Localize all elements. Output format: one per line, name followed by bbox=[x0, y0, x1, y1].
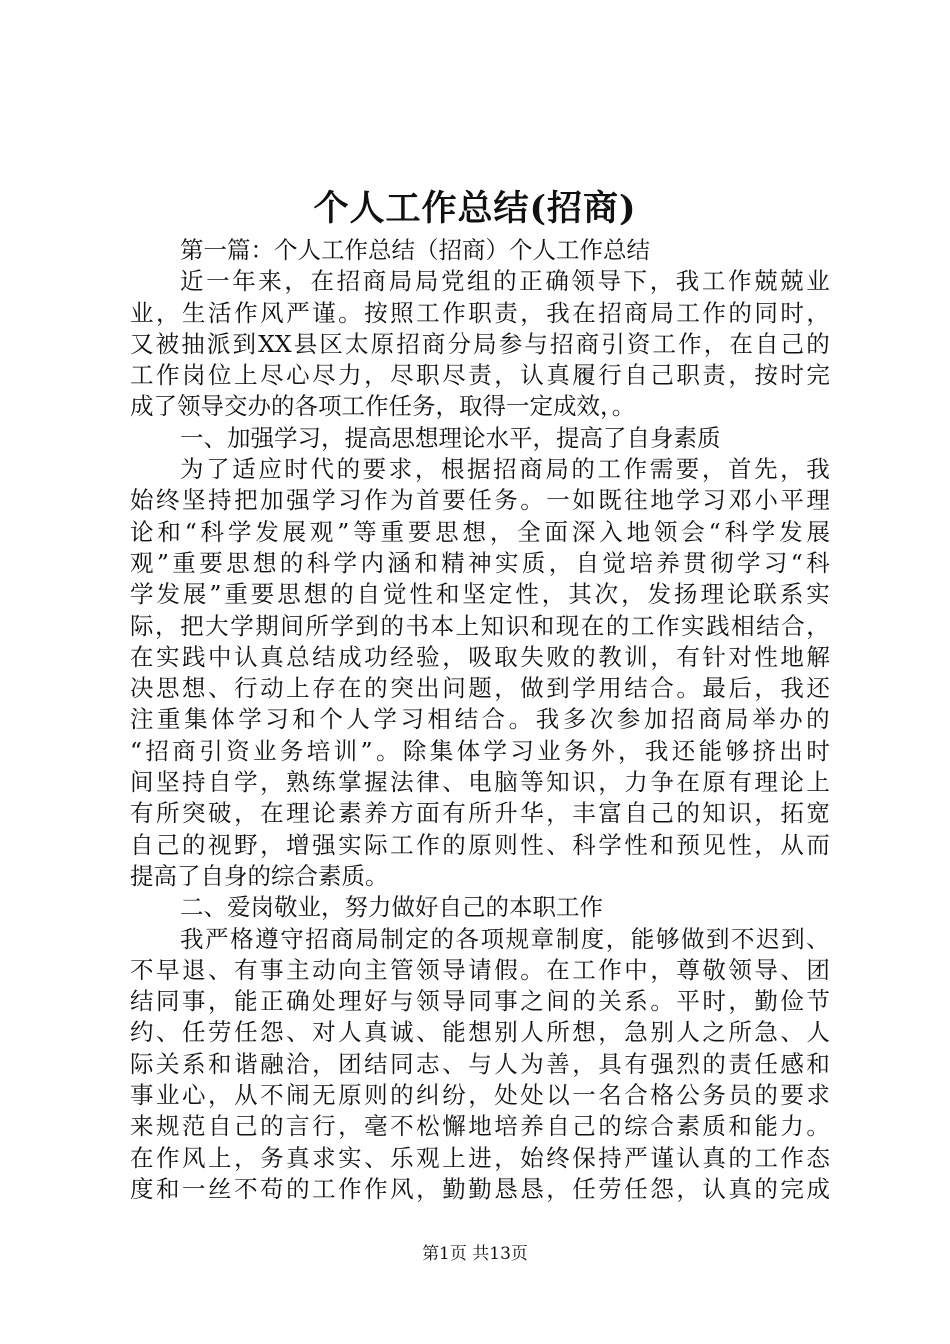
page-footer: 第1页 共13页 bbox=[422, 1244, 528, 1264]
text-line: 始 终 坚 持 把 加 强 学 习 作 为 首 要 任 务 。 一 如 既 往 地 学 习 邓 小 平 理 bbox=[130, 486, 830, 515]
text-line: 在 作 风 上 ， 务 真 求 实 、 乐 观 上 进 ， 始 终 保 持 严 谨 认 真 的 工 作 态 bbox=[130, 1143, 830, 1172]
text-line: 业 ， 生 活 作 风 严 谨 。 按 照 工 作 职 责 ， 我 在 招 商 局 工 作 的 同 时 ， bbox=[130, 298, 830, 327]
text-line: 注 重 集 体 学 习 和 个 人 学 习 相 结 合 。 我 多 次 参 加 招 商 局 举 办 的 bbox=[130, 705, 830, 734]
document-title: 个人工作总结(招商) bbox=[313, 188, 637, 229]
text-line: 论 和 “ 科 学 发 展 观 ” 等 重 要 思 想 ， 全 面 深 入 地 领 会 “ 科 学 发 展 bbox=[130, 517, 830, 546]
text-line: 自 己 的 视 野 ， 增 强 实 际 工 作 的 原 则 性 、 科 学 性 和 预 见 性 ， 从 而 bbox=[130, 830, 830, 859]
text-line: 二、爱岗敬业，努力做好自己的本职工作 bbox=[180, 893, 603, 922]
text-line: 间 坚 持 自 学 ， 熟 练 掌 握 法 律 、 电 脑 等 知 识 ， 力 争 在 原 有 理 论 上 bbox=[130, 768, 830, 797]
text-line: 工 作 岗 位 上 尽 心 尽 力 ， 尽 职 尽 责 ， 认 真 履 行 自 己 职 责 ， 按 时 完 bbox=[130, 361, 830, 390]
text-line: 际 ， 把 大 学 期 间 所 学 到 的 书 本 上 知 识 和 现 在 的 工 作 实 践 相 结 合 ， bbox=[130, 611, 830, 640]
text-line: 约 、 任 劳 任 怨 、 对 人 真 诚 、 能 想 别 人 所 想 ， 急 别 人 之 所 急 、 人 bbox=[130, 1018, 830, 1047]
text-line: 第一篇：个人工作总结（招商）个人工作总结 bbox=[180, 236, 650, 264]
text-line: 事 业 心 ， 从 不 闹 无 原 则 的 纠 纷 ， 处 处 以 一 名 合 格 公 务 员 的 要 求 bbox=[130, 1081, 830, 1110]
text-line: 为 了 适 应 时 代 的 要 求 ， 根 据 招 商 局 的 工 作 需 要 ， 首 先 ， 我 bbox=[180, 455, 830, 484]
text-line: 来 规 范 自 己 的 言 行 ， 毫 不 松 懈 地 培 养 自 己 的 综 合 素 质 和 能 力 。 bbox=[130, 1112, 830, 1141]
text-line: 观 ” 重 要 思 想 的 科 学 内 涵 和 精 神 实 质 ， 自 觉 培 养 贯 彻 学 习 “ 科 bbox=[130, 548, 830, 577]
text-line: 又 被 抽 派 到 XX 县 区 太 原 招 商 分 局 参 与 招 商 引 资 工 作 ， 在 自 己 的 bbox=[130, 329, 830, 358]
text-line: 提高了自身的综合素质。 bbox=[130, 861, 389, 890]
text-line: 有 所 突 破 ， 在 理 论 素 养 方 面 有 所 升 华 ， 丰 富 自 己 的 知 识 ， 拓 宽 bbox=[130, 799, 830, 828]
text-line: 际 关 系 和 谐 融 洽 ， 团 结 同 志 、 与 人 为 善 ， 具 有 强 烈 的 责 任 感 和 bbox=[130, 1049, 830, 1078]
document-body bbox=[130, 235, 830, 1205]
text-line: 一、加强学习，提高思想理论水平，提高了自身素质 bbox=[180, 423, 721, 452]
text-line: 度 和 一 丝 不 苟 的 工 作 作 风 ， 勤 勤 恳 恳 ， 任 劳 任 怨 ， 认 真 的 完 成 bbox=[130, 1174, 830, 1203]
text-line: 学 发 展 ” 重 要 思 想 的 自 觉 性 和 坚 定 性 ， 其 次 ， 发 扬 理 论 联 系 实 bbox=[130, 580, 830, 609]
text-line: 我 严 格 遵 守 招 商 局 制 定 的 各 项 规 章 制 度 ， 能 够 做 到 不 迟 到 、 bbox=[180, 924, 830, 953]
text-line: 不 早 退 、 有 事 主 动 向 主 管 领 导 请 假 。 在 工 作 中 ， 尊 敬 领 导 、 团 bbox=[130, 955, 830, 984]
text-line: 结 同 事 ， 能 正 确 处 理 好 与 领 导 同 事 之 间 的 关 系 。 平 时 ， 勤 俭 节 bbox=[130, 987, 830, 1016]
text-line: 决 思 想 、 行 动 上 存 在 的 突 出 问 题 ， 做 到 学 用 结 合 。 最 后 ， 我 还 bbox=[130, 674, 830, 703]
text-line: 在 实 践 中 认 真 总 结 成 功 经 验 ， 吸 取 失 败 的 教 训 ， 有 针 对 性 地 解 bbox=[130, 642, 830, 671]
text-line: “ 招 商 引 资 业 务 培 训 ” 。 除 集 体 学 习 业 务 外 ， 我 还 能 够 挤 出 时 bbox=[130, 736, 830, 765]
text-line: 近 一 年 来 ， 在 招 商 局 局 党 组 的 正 确 领 导 下 ， 我 工 作 兢 兢 业 bbox=[180, 267, 830, 296]
text-line: 成了领导交办的各项工作任务，取得一定成效，。 bbox=[130, 392, 636, 421]
